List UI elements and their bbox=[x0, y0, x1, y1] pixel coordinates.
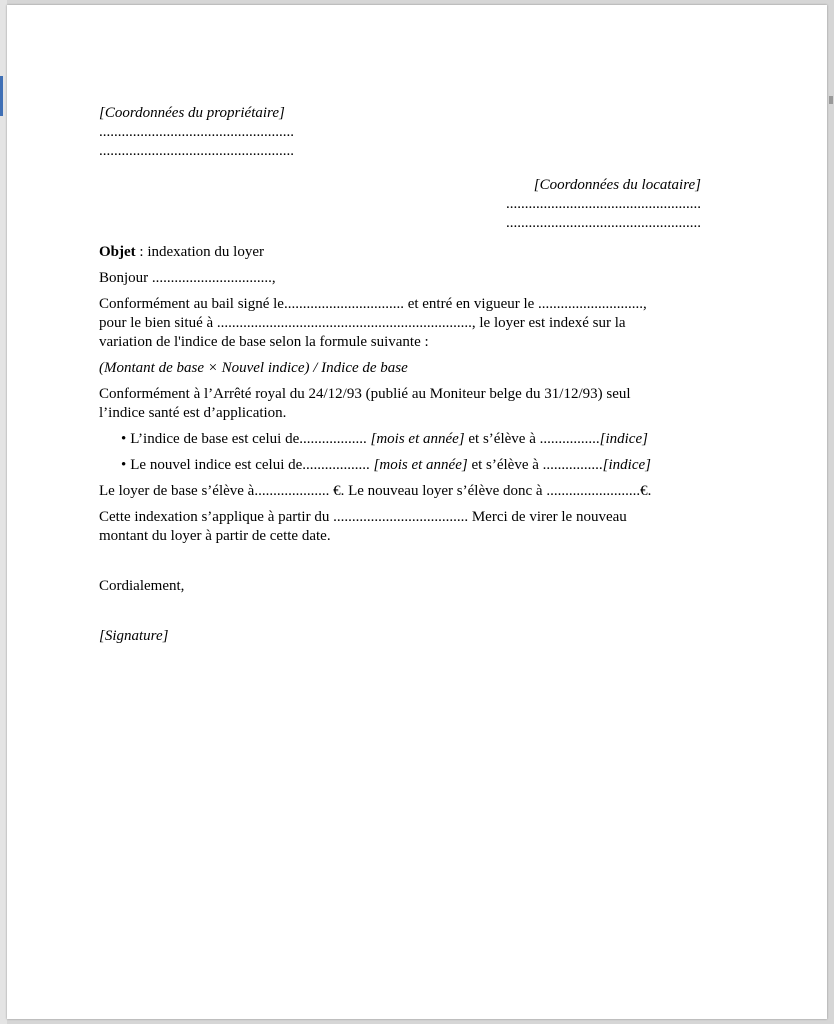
bullet-middle: et s’élève à ................ bbox=[464, 431, 600, 447]
letter-content bbox=[99, 104, 701, 646]
formula: (Montant de base × Nouvel indice) / Indice de base bbox=[99, 360, 408, 376]
document-page bbox=[7, 5, 827, 1019]
right-edge-marker bbox=[829, 96, 833, 104]
paragraph-3-line-1: Cette indexation s’applique à partir du .................................... Merci de virer le nouveau bbox=[99, 509, 627, 525]
owner-line-1: .................................................... bbox=[99, 124, 294, 140]
paragraph-3-line-2: montant du loyer à partir de cette date. bbox=[99, 528, 331, 544]
rent-line: Le loyer de base s’élève à.................... €. Le nouveau loyer s’élève donc à .........................€. bbox=[99, 483, 652, 499]
bullet-item bbox=[99, 430, 701, 449]
paragraph-1-line-1: Conformément au bail signé le................................ et entré en vigueur le ............................, bbox=[99, 296, 647, 312]
object-text: : indexation du loyer bbox=[135, 244, 264, 260]
paragraph-3 bbox=[99, 508, 701, 546]
paragraph-2 bbox=[99, 385, 701, 423]
greeting: Bonjour ................................, bbox=[99, 270, 276, 286]
object-label: Objet bbox=[99, 244, 136, 260]
bullet-italic: [mois et année] bbox=[370, 431, 465, 447]
paragraph-2-line-1: Conformément à l’Arrêté royal du 24/12/93 (publié au Moniteur belge du 31/12/93) seul bbox=[99, 386, 631, 402]
bullet-italic: [mois et année] bbox=[373, 457, 468, 473]
closing: Cordialement, bbox=[99, 578, 185, 594]
paragraph-2-line-2: l’indice santé est d’application. bbox=[99, 405, 287, 421]
bullet-symbol: • bbox=[121, 457, 127, 473]
bullet-end: [indice] bbox=[602, 457, 651, 473]
signature: [Signature] bbox=[99, 628, 169, 644]
bullet-text: L’indice de base est celui de.................. bbox=[130, 431, 371, 447]
left-edge-marker bbox=[0, 76, 3, 116]
owner-heading: [Coordonnées du propriétaire] bbox=[99, 105, 285, 121]
bullet-symbol: • bbox=[121, 431, 127, 447]
bullet-text: Le nouvel indice est celui de.................. bbox=[130, 457, 374, 473]
owner-line-2: .................................................... bbox=[99, 143, 294, 159]
object-line bbox=[99, 243, 701, 262]
bullet-end: [indice] bbox=[599, 431, 648, 447]
tenant-line-2: .................................................... bbox=[506, 215, 701, 231]
bullet-middle: et s’élève à ................ bbox=[467, 457, 603, 473]
paragraph-1-line-3: variation de l'indice de base selon la formule suivante : bbox=[99, 334, 429, 350]
left-window-edge bbox=[0, 0, 7, 1024]
paragraph-1-line-2: pour le bien situé à ...................................................................., le loyer est indexé sur la bbox=[99, 315, 626, 331]
tenant-heading: [Coordonnées du locataire] bbox=[533, 177, 701, 193]
paragraph-1 bbox=[99, 295, 701, 352]
tenant-line-1: .................................................... bbox=[506, 196, 701, 212]
bullet-item bbox=[99, 456, 701, 475]
